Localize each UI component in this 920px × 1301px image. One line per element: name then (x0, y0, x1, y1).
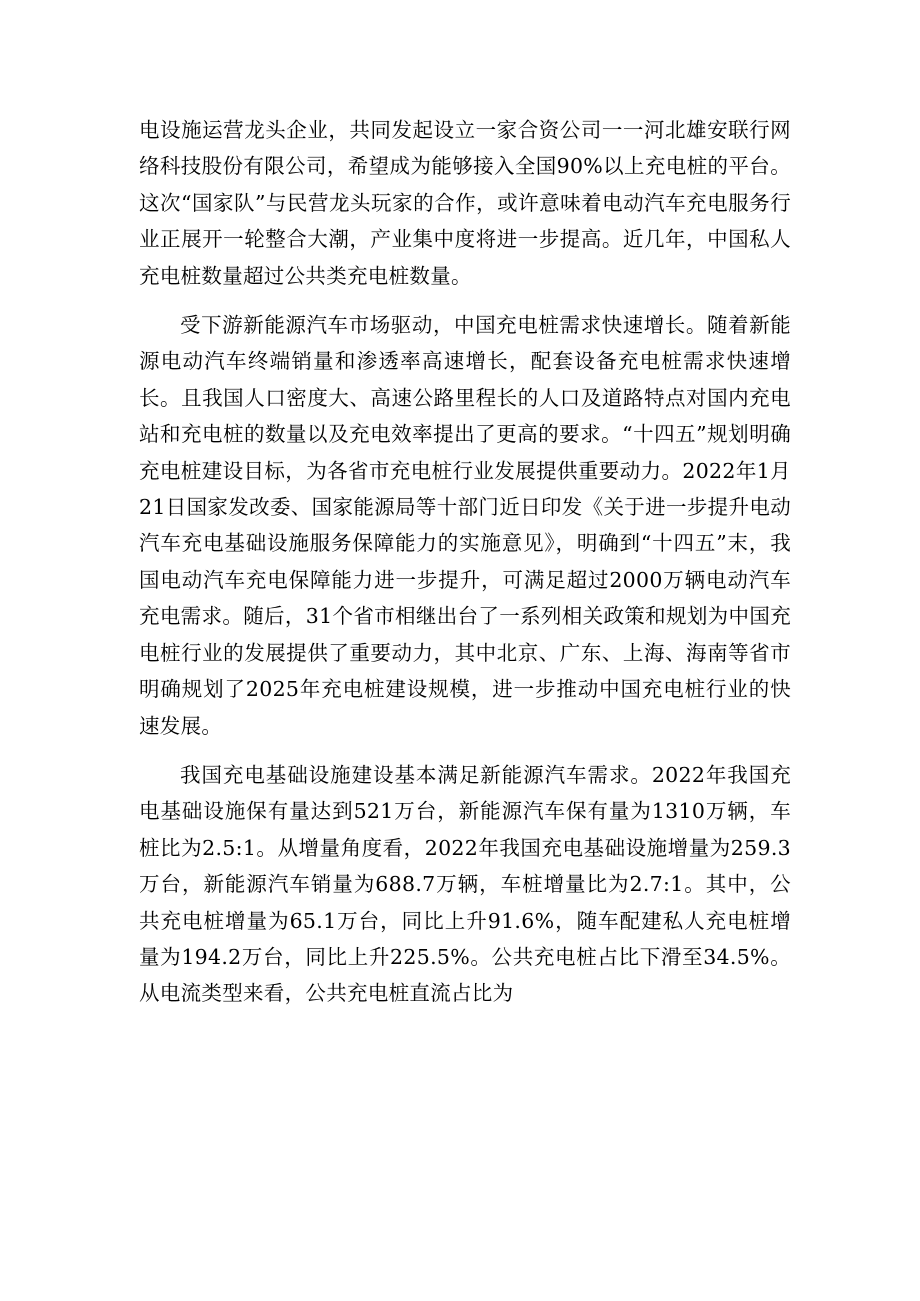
paragraph-charging-demand: 受下游新能源汽车市场驱动，中国充电桩需求快速增长。随着新能源电动汽车终端销量和渗透率高速增长，配套设备充电桩需求快速增长。且我国人口密度大、高速公路里程长的人口及道路特点对国内充电站和充电桩的数量以及充电效率提出了更高的要求。“十四五”规划明确充电桩建设目标，为各省市充电桩行业发展提供重要动力。2022年1月21日国家发改委、国家能源局等十部门近日印发《关于进一步提升电动汽车充电基础设施服务保障能力的实施意见》，明确到“十四五”末，我国电动汽车充电保障能力进一步提升，可满足超过2000万辆电动汽车充电需求。随后，31个省市相继出台了一系列相关政策和规划为中国充电桩行业的发展提供了重要动力，其中北京、广东、上海、海南等省市明确规划了2025年充电桩建设规模，进一步推动中国充电桩行业的快速发展。 (139, 313, 791, 738)
paragraph-continued: 电设施运营龙头企业，共同发起设立一家合资公司一一河北雄安联行网络科技股份有限公司，希望成为能够接入全国90%以上充电桩的平台。这次“国家队”与民营龙头玩家的合作，或许意味着电动汽车充电服务行业正展开一轮整合大潮，产业集中度将进一步提高。近几年，中国私人充电桩数量超过公共类充电桩数量。 (139, 118, 791, 288)
document-body (139, 112, 791, 1025)
paragraph-infrastructure-stats: 我国充电基础设施建设基本满足新能源汽车需求。2022年我国充电基础设施保有量达到521万台，新能源汽车保有量为1310万辆，车桩比为2.5:1。从增量角度看，2022年我国充电基础设施增量为259.3万台，新能源汽车销量为688.7万辆，车桩增量比为2.7:1。其中，公共充电桩增量为65.1万台，同比上升91.6%，随车配建私人充电桩增量为194.2万台，同比上升225.5%。公共充电桩占比下滑至34.5%。从电流类型来看，公共充电桩直流占比为 (139, 762, 791, 1006)
